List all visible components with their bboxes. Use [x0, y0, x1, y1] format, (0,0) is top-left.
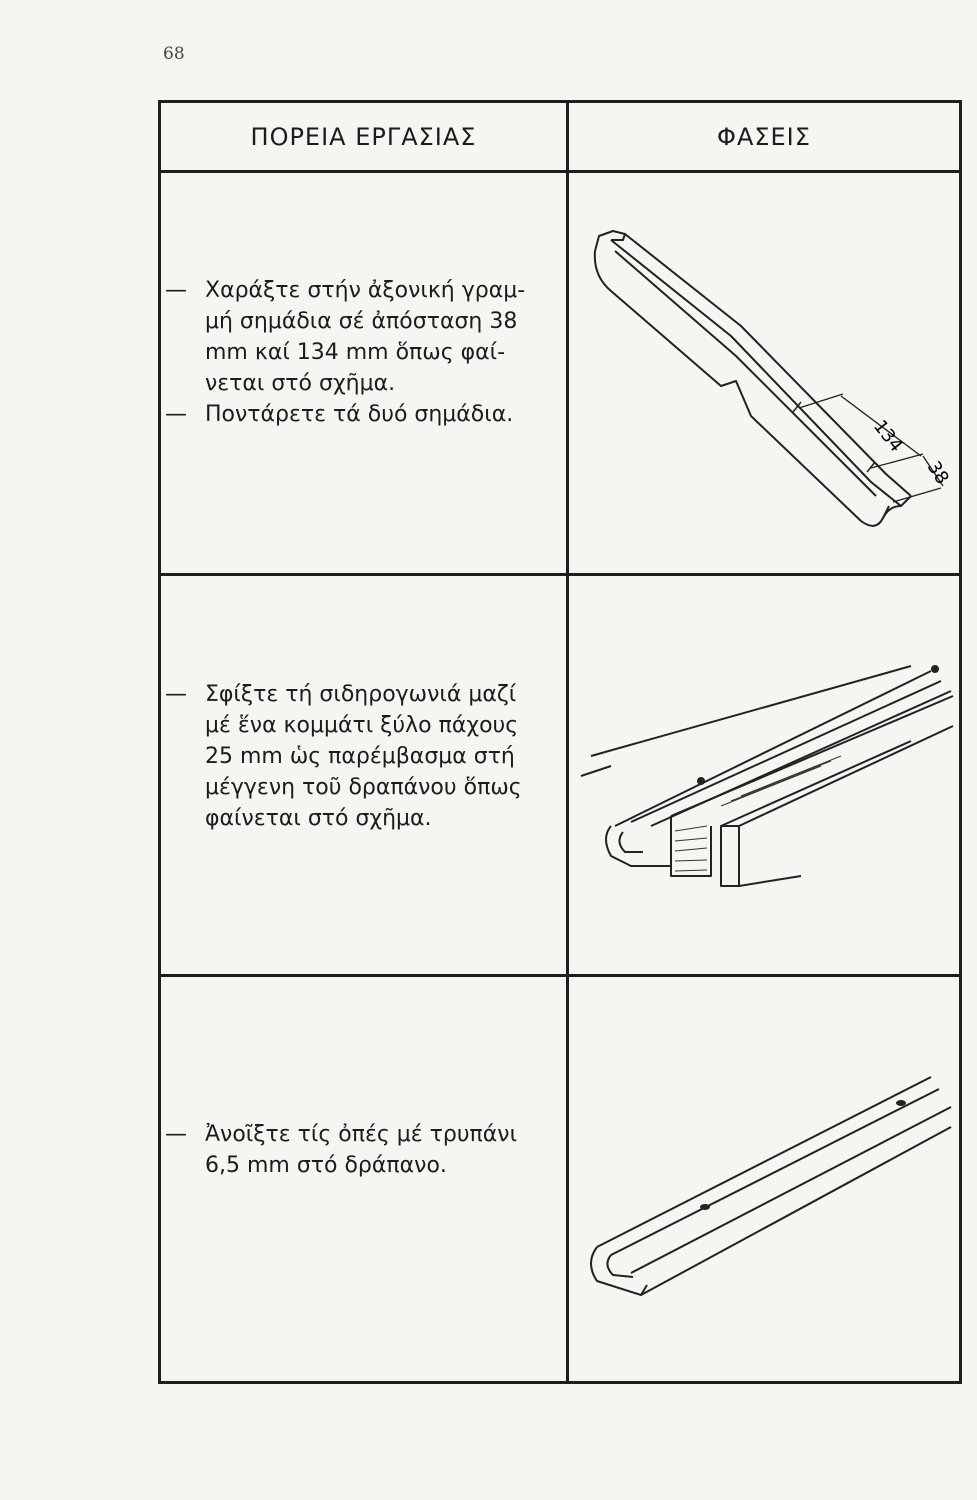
step-3-text: [165, 1119, 555, 1181]
header-work-procedure: ΠΟΡΕΙΑ ΕΡΓΑΣΙΑΣ: [250, 122, 477, 151]
page-number: 68: [163, 44, 185, 64]
text-line: — Ἀνοῖξτε τίς ὀπές μέ τρυπάνι: [165, 1122, 518, 1147]
text-line: μή σημάδια σέ ἀπόσταση 38: [205, 309, 518, 334]
dimension-label-38: 38: [922, 457, 953, 489]
drilled-rail-illustration: [571, 977, 959, 1381]
column-divider: [566, 103, 569, 1381]
text-line: μέγγενη τοῦ δραπάνου ὅπως: [205, 775, 522, 800]
text-line: φαίνεται στό σχῆμα.: [205, 806, 432, 831]
text-line: 6,5 mm στό δράπανο.: [205, 1153, 447, 1178]
procedure-table: [158, 100, 962, 1384]
text-line: μέ ἕνα κομμάτι ξύλο πάχους: [205, 713, 519, 738]
figure-marking-rail: [571, 176, 959, 573]
figure-drilled-holes: [571, 977, 959, 1381]
rail-marking-illustration: [571, 176, 959, 573]
text-line: 25 mm ὡς παρέμβασμα στή: [205, 744, 515, 769]
text-line: — Ποντάρετε τά δυό σημάδια.: [165, 402, 514, 427]
text-line: — Χαράξτε στήν ἀξονική γραμ-: [165, 278, 526, 303]
text-line: mm καί 134 mm ὅπως φαί-: [205, 340, 506, 365]
text-line: — Σφίξτε τή σιδηρογωνιά μαζί: [165, 682, 517, 707]
step-2-text: [165, 679, 555, 834]
step-1-text: [165, 275, 555, 430]
figure-clamping: [571, 576, 959, 974]
text-line: νεται στό σχῆμα.: [205, 371, 396, 396]
dimension-label-134: 134: [869, 416, 907, 457]
clamping-illustration: [571, 576, 959, 974]
table-header: [161, 103, 959, 173]
header-phases: ΦΑΣΕΙΣ: [717, 122, 811, 151]
